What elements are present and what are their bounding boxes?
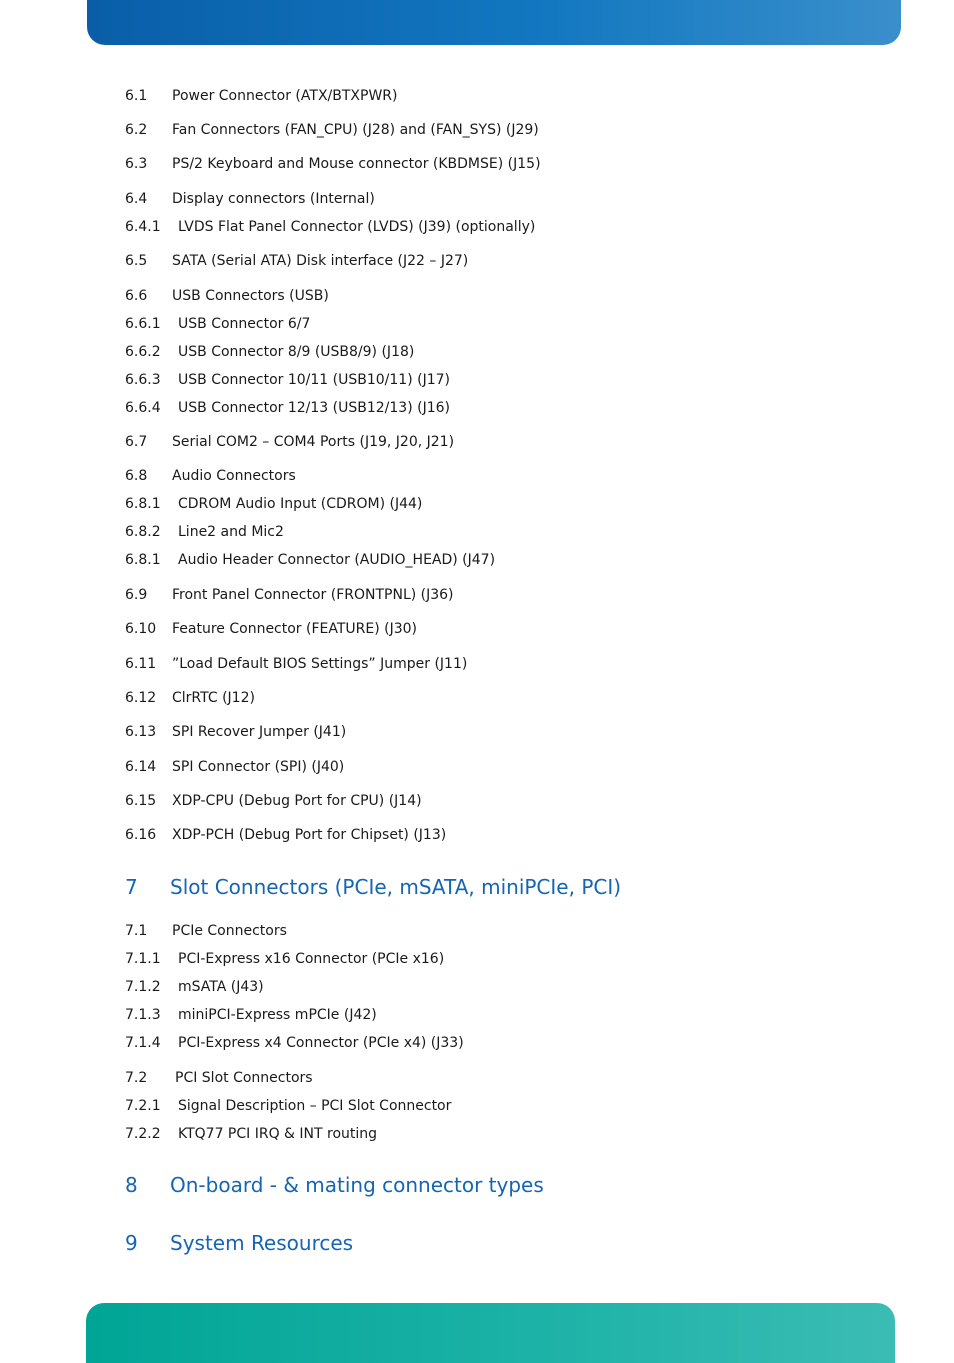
toc-title: XDP-CPU (Debug Port for CPU) (J14) bbox=[172, 793, 422, 809]
toc-title: PCI-Express x4 Connector (PCIe x4) (J33) bbox=[178, 1035, 464, 1051]
toc-number: 7.1 bbox=[125, 923, 148, 939]
footer-banner bbox=[86, 1303, 895, 1363]
toc-title: Front Panel Connector (FRONTPNL) (J36) bbox=[172, 587, 454, 603]
toc-title: SPI Connector (SPI) (J40) bbox=[172, 759, 345, 775]
toc-title: PCI-Express x16 Connector (PCIe x16) bbox=[178, 951, 445, 967]
toc-number: 6.16 bbox=[125, 827, 157, 843]
toc-title: USB Connector 6/7 bbox=[178, 316, 311, 332]
toc-title: PCI Slot Connectors bbox=[175, 1070, 313, 1086]
toc-title: XDP-PCH (Debug Port for Chipset) (J13) bbox=[172, 827, 447, 843]
toc-title: mSATA (J43) bbox=[178, 979, 264, 995]
toc-title: Fan Connectors (FAN_CPU) (J28) and (FAN_SYS) (J29) bbox=[172, 122, 539, 138]
toc-number: 7.2.2 bbox=[125, 1126, 161, 1142]
toc-title: Audio Header Connector (AUDIO_HEAD) (J47) bbox=[178, 552, 496, 568]
toc-title: Audio Connectors bbox=[172, 468, 296, 484]
toc-title: PS/2 Keyboard and Mouse connector (KBDMSE) (J15) bbox=[172, 156, 541, 172]
toc-title: Line2 and Mic2 bbox=[178, 524, 284, 540]
toc-title: USB Connectors (USB) bbox=[172, 288, 329, 304]
toc-title: LVDS Flat Panel Connector (LVDS) (J39) (optionally) bbox=[178, 219, 536, 235]
toc-number: 7.1.4 bbox=[125, 1035, 161, 1051]
toc-title: Feature Connector (FEATURE) (J30) bbox=[172, 621, 418, 637]
toc-number: 7.2 bbox=[125, 1070, 148, 1086]
toc-number: 7.1.1 bbox=[125, 951, 161, 967]
toc-title: KTQ77 PCI IRQ & INT routing bbox=[178, 1126, 378, 1142]
toc-number: 6.2 bbox=[125, 122, 148, 138]
toc-number: 7.2.1 bbox=[125, 1098, 161, 1114]
toc-number: 6.15 bbox=[125, 793, 157, 809]
toc-title: Signal Description – PCI Slot Connector bbox=[178, 1098, 452, 1114]
toc-title: miniPCI-Express mPCIe (J42) bbox=[178, 1007, 377, 1023]
toc-number: 6.6.1 bbox=[125, 316, 161, 332]
toc-number: 6.4.1 bbox=[125, 219, 161, 235]
toc-number: 6.7 bbox=[125, 434, 148, 450]
toc-title: Power Connector (ATX/BTXPWR) bbox=[172, 88, 398, 104]
toc-number: 6.3 bbox=[125, 156, 148, 172]
toc-number: 6.9 bbox=[125, 587, 148, 603]
toc-number: 6.6 bbox=[125, 288, 148, 304]
toc-number: 6.14 bbox=[125, 759, 157, 775]
toc-number: 6.1 bbox=[125, 88, 148, 104]
toc-chapter-title: Slot Connectors (PCIe, mSATA, miniPCIe, PCI) bbox=[170, 875, 622, 899]
toc-number: 7.1.2 bbox=[125, 979, 161, 995]
toc-chapter-number: 9 bbox=[125, 1231, 138, 1255]
toc-number: 6.12 bbox=[125, 690, 157, 706]
toc-chapter-title: On-board - & mating connector types bbox=[170, 1173, 544, 1197]
toc-chapter-number: 8 bbox=[125, 1173, 138, 1197]
toc-title: SPI Recover Jumper (J41) bbox=[172, 724, 347, 740]
toc-number: 6.13 bbox=[125, 724, 157, 740]
toc-number: 6.5 bbox=[125, 253, 148, 269]
toc-title: ClrRTC (J12) bbox=[172, 690, 255, 706]
toc-title: USB Connector 8/9 (USB8/9) (J18) bbox=[178, 344, 415, 360]
toc-title: Serial COM2 – COM4 Ports (J19, J20, J21) bbox=[172, 434, 455, 450]
toc-number: 6.8.2 bbox=[125, 524, 161, 540]
toc-number: 6.8.1 bbox=[125, 496, 161, 512]
toc-title: SATA (Serial ATA) Disk interface (J22 – J27) bbox=[172, 253, 469, 269]
toc-number: 6.4 bbox=[125, 191, 148, 207]
toc-chapter-title: System Resources bbox=[170, 1231, 354, 1255]
toc-number: 6.6.2 bbox=[125, 344, 161, 360]
toc-number: 6.6.3 bbox=[125, 372, 161, 388]
toc-title: USB Connector 12/13 (USB12/13) (J16) bbox=[178, 400, 450, 416]
toc-number: 6.8.1 bbox=[125, 552, 161, 568]
toc-title: PCIe Connectors bbox=[172, 923, 287, 939]
header-banner bbox=[87, 0, 901, 45]
toc-title: ”Load Default BIOS Settings” Jumper (J11) bbox=[172, 656, 468, 672]
toc-number: 6.10 bbox=[125, 621, 157, 637]
toc-number: 7.1.3 bbox=[125, 1007, 161, 1023]
toc-title: CDROM Audio Input (CDROM) (J44) bbox=[178, 496, 423, 512]
toc-number: 6.8 bbox=[125, 468, 148, 484]
toc-chapter-number: 7 bbox=[125, 875, 138, 899]
toc-title: Display connectors (Internal) bbox=[172, 191, 375, 207]
toc-title: USB Connector 10/11 (USB10/11) (J17) bbox=[178, 372, 450, 388]
toc-number: 6.11 bbox=[125, 656, 157, 672]
toc-number: 6.6.4 bbox=[125, 400, 161, 416]
